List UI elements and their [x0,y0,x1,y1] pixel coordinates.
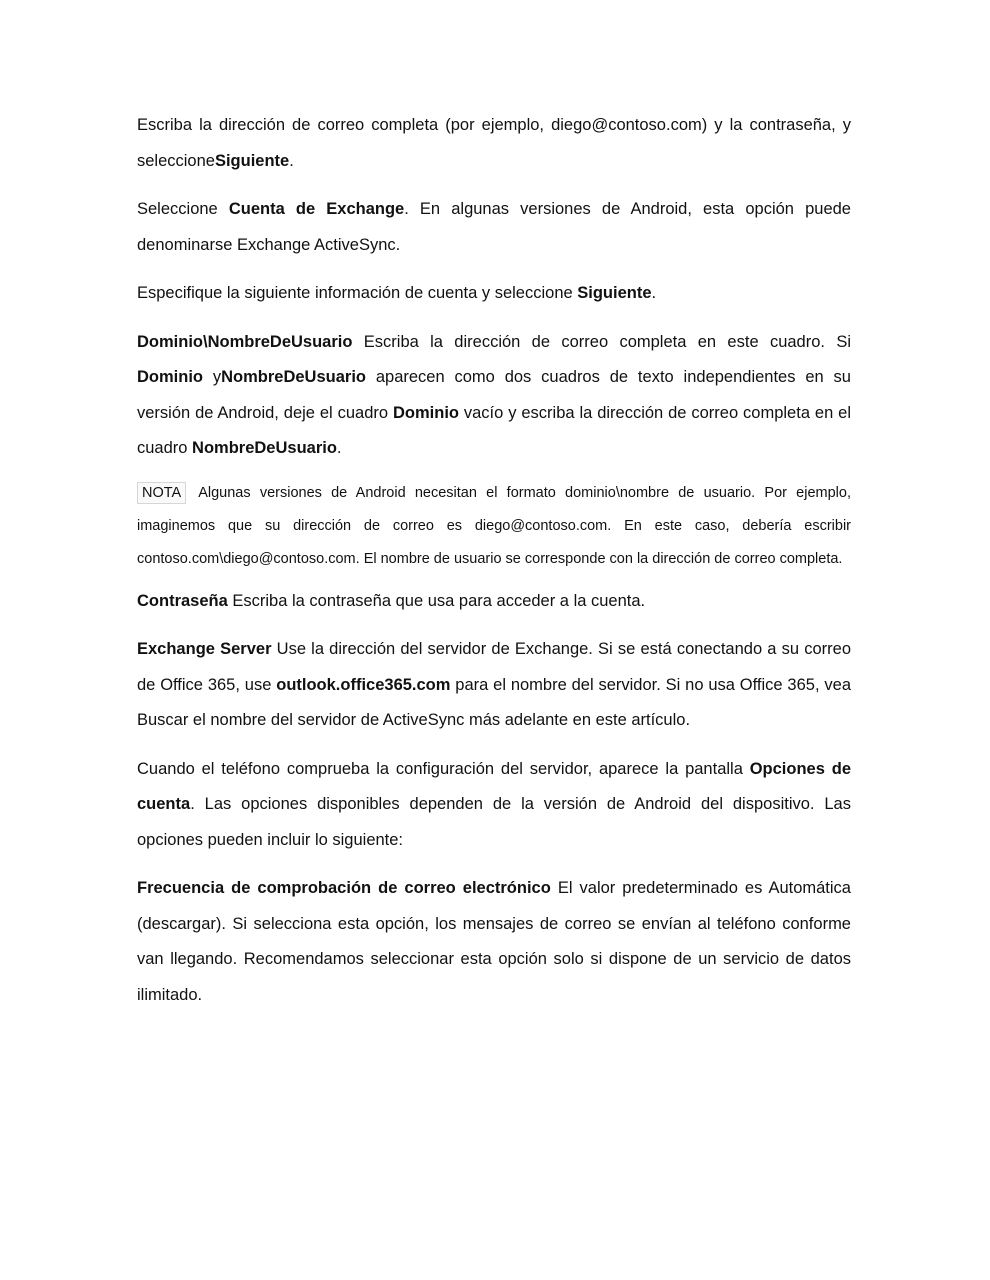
text: Escriba la dirección de correo completa en este cuadro. Si [352,332,851,351]
paragraph-account-options [137,752,851,859]
text: Use la dirección del servidor de Exchange. Si se está conectando a su correo de Office 365, use [137,640,851,694]
text: El valor predeterminado es Automática (descargar). Si selecciona esta opción, los mensajes de correo se envían al teléfono conforme van llegando. Recomendamos seleccionar esta opción solo si dispone de un servicio de datos ilimitado. [137,879,851,1004]
text: Seleccione [137,200,229,218]
bold-term: NombreDeUsuario [221,368,366,386]
bold-term: Dominio [137,368,203,386]
text: . En algunas versiones de Android, esta opción puede denominarse Exchange ActiveSync. [137,200,851,254]
text: . [651,284,657,302]
text: Escriba la dirección de correo completa (por ejemplo, diego@contoso.com) y la contraseña, y seleccione [137,116,851,170]
text: aparecen como dos cuadros de texto independientes en su versión de Android, deje el cuadro [137,368,851,422]
text: y [203,368,222,386]
bold-term: NombreDeUsuario [192,439,337,457]
bold-term: Frecuencia de comprobación de correo electrónico [137,879,551,897]
paragraph-password [137,584,851,620]
bold-term: Dominio\NombreDeUsuario [137,332,353,351]
bold-term: Opciones de cuenta [137,759,851,813]
bold-term: Exchange Server [137,640,272,658]
paragraph-exchange-server [137,632,851,739]
note-block [137,477,851,576]
note-text: Algunas versiones de Android necesitan el formato dominio\nombre de usuario. Por ejemplo, imaginemos que su dirección de correo es diego@contoso.com. En este caso, debería escribir contoso.com\diego@contoso.com. El nombre de usuario se corresponde con la dirección de correo completa. [137,484,851,567]
paragraph-enter-email [137,108,851,179]
paragraph-exchange-account [137,192,851,263]
text: . Las opciones disponibles dependen de la versión de Android del dispositivo. Las opciones pueden incluir lo siguiente: [137,795,851,849]
note-badge: NOTA [137,482,186,504]
text: Escriba la contraseña que usa para acceder a la cuenta. [227,591,646,610]
bold-term: Contraseña [137,591,228,610]
paragraph-account-info [137,276,851,312]
text: vacío y escriba la dirección de correo completa en el cuadro [137,403,851,457]
text: para el nombre del servidor. Si no usa Office 365, vea Buscar el nombre del servidor de ActiveSync más adelante en este artículo. [137,675,851,729]
paragraph-domain-username [137,325,851,467]
paragraph-email-frequency [137,871,851,1013]
bold-term: Dominio [392,403,459,422]
document-page [137,108,851,1026]
text: Especifique la siguiente información de cuenta y seleccione [137,284,578,302]
bold-term: outlook.office365.com [276,675,451,694]
text: . [336,439,342,457]
text: . [289,151,294,170]
bold-term: Cuenta de Exchange [228,200,405,218]
bold-term: Siguiente [214,151,290,170]
bold-term: Siguiente [577,284,652,302]
text: Cuando el teléfono comprueba la configuración del servidor, aparece la pantalla [137,759,750,778]
